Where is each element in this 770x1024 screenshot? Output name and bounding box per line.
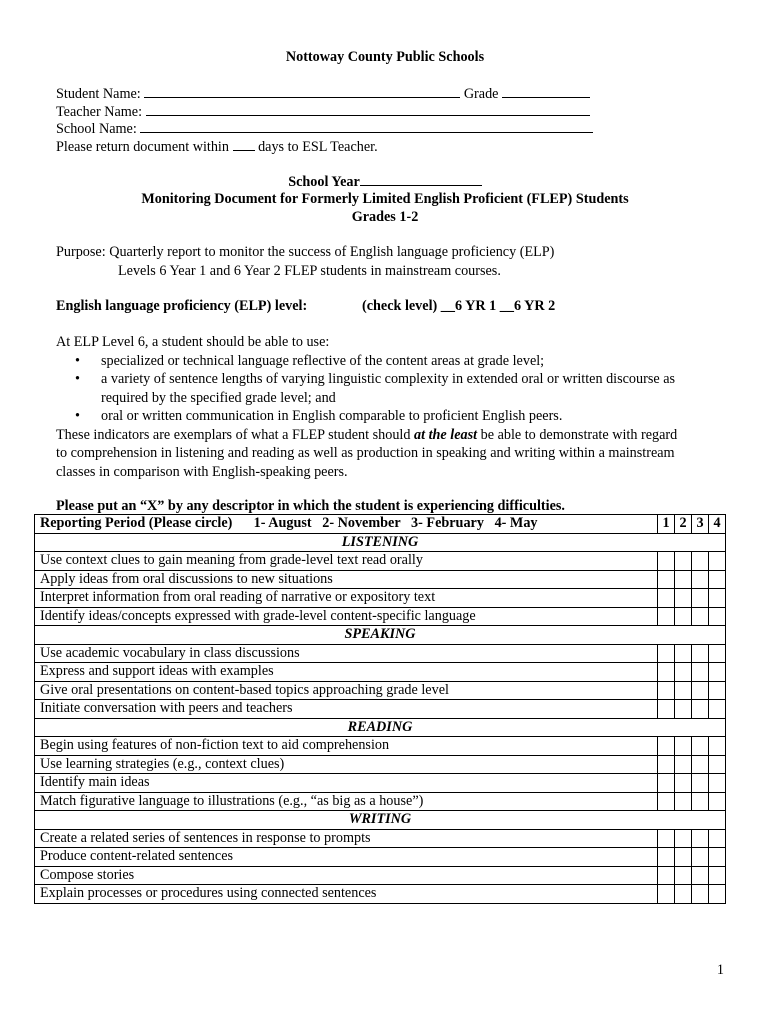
period-header-2: 2 — [675, 515, 692, 534]
intro-block — [56, 333, 726, 481]
intro-lead: At ELP Level 6, a student should be able to use: — [56, 334, 330, 350]
mark-cell-period-2[interactable] — [675, 737, 692, 756]
mark-cell-period-3[interactable] — [692, 755, 709, 774]
teacher-name-label: Teacher Name: — [56, 104, 143, 120]
grade-field[interactable] — [502, 84, 590, 98]
mark-cell-period-4[interactable] — [709, 774, 726, 793]
reporting-period-row — [35, 515, 726, 534]
table-row — [35, 700, 726, 719]
purpose-line-1: Purpose: Quarterly report to monitor the success of English language proficiency (ELP) — [56, 244, 555, 260]
descriptor-text: Use context clues to gain meaning from grade-level text read orally — [35, 552, 658, 571]
teacher-name-field[interactable] — [146, 102, 590, 116]
mark-cell-period-4[interactable] — [709, 644, 726, 663]
school-name-label: School Name: — [56, 121, 137, 137]
descriptor-text: Use learning strategies (e.g., context clues) — [35, 755, 658, 774]
bullet-icon: • — [75, 408, 80, 424]
descriptor-text: Express and support ideas with examples — [35, 663, 658, 682]
mark-cell-period-1[interactable] — [658, 755, 675, 774]
table-row — [35, 885, 726, 904]
section-heading: LISTENING — [35, 533, 726, 552]
descriptor-text: Identify ideas/concepts expressed with grade-level content-specific language — [35, 607, 658, 626]
student-name-line — [56, 84, 590, 103]
mark-cell-period-3[interactable] — [692, 607, 709, 626]
descriptor-text: Explain processes or procedures using connected sentences — [35, 885, 658, 904]
table-row — [35, 681, 726, 700]
mark-cell-period-2[interactable] — [675, 848, 692, 867]
mark-cell-period-3[interactable] — [692, 866, 709, 885]
mark-cell-period-2[interactable] — [675, 607, 692, 626]
school-year-label: School Year — [288, 174, 360, 190]
indicators-line-2: to comprehension in listening and reading as well as production in speaking and writing within a mainstream — [56, 445, 675, 461]
mark-cell-period-3[interactable] — [692, 552, 709, 571]
section-heading: READING — [35, 718, 726, 737]
descriptor-text: Apply ideas from oral discussions to new situations — [35, 570, 658, 589]
mark-cell-period-2[interactable] — [675, 589, 692, 608]
mark-cell-period-3[interactable] — [692, 885, 709, 904]
student-name-field[interactable] — [144, 84, 460, 98]
descriptor-text: Compose stories — [35, 866, 658, 885]
mark-cell-period-4[interactable] — [709, 755, 726, 774]
table-row — [35, 589, 726, 608]
school-name-line — [56, 119, 593, 138]
mark-cell-period-3[interactable] — [692, 644, 709, 663]
mark-cell-period-3[interactable] — [692, 681, 709, 700]
mark-cell-period-1[interactable] — [658, 848, 675, 867]
descriptor-text: Initiate conversation with peers and teachers — [35, 700, 658, 719]
elp-level-label: English language proficiency (ELP) level: — [56, 298, 308, 314]
reporting-period-label[interactable]: Reporting Period (Please circle) 1- August 2- November 3- February 4- May — [35, 515, 658, 534]
mark-cell-period-1[interactable] — [658, 829, 675, 848]
period-header-1: 1 — [658, 515, 675, 534]
bullet-icon: • — [75, 352, 80, 369]
indicators-line-1: These indicators are exemplars of what a FLEP student should at the least be able to demonstrate with regard — [56, 426, 678, 443]
mark-cell-period-1[interactable] — [658, 589, 675, 608]
main-title: Monitoring Document for Formerly Limited English Proficient (FLEP) Students — [141, 191, 629, 207]
school-name-field[interactable] — [140, 119, 593, 133]
table-row — [35, 774, 726, 793]
mark-cell-period-2[interactable] — [675, 552, 692, 571]
mark-cell-period-2[interactable] — [675, 644, 692, 663]
mark-cell-period-4[interactable] — [709, 607, 726, 626]
mark-cell-period-4[interactable] — [709, 885, 726, 904]
bullet-item: • specialized or technical language reflective of the content areas at grade level; — [75, 352, 545, 369]
descriptor-text: Give oral presentations on content-based topics approaching grade level — [35, 681, 658, 700]
section-heading: WRITING — [35, 811, 726, 830]
section-row-writing — [35, 811, 726, 830]
grade-label: Grade — [463, 86, 499, 102]
mark-cell-period-4[interactable] — [709, 663, 726, 682]
bullet-item: • a variety of sentence lengths of varying linguistic complexity in extended oral or written discourse as required by the specified grade level; and — [75, 371, 676, 406]
descriptor-text: Interpret information from oral reading of narrative or expository text — [35, 589, 658, 608]
mark-cell-period-1[interactable] — [658, 885, 675, 904]
mark-cell-period-2[interactable] — [675, 755, 692, 774]
return-suffix: days to ESL Teacher. — [258, 139, 378, 155]
mark-cell-period-4[interactable] — [709, 829, 726, 848]
table-row — [35, 755, 726, 774]
mark-cell-period-4[interactable] — [709, 589, 726, 608]
mark-cell-period-1[interactable] — [658, 644, 675, 663]
section-row-reading — [35, 718, 726, 737]
mark-cell-period-2[interactable] — [675, 663, 692, 682]
mark-cell-period-4[interactable] — [709, 570, 726, 589]
elp-level-check[interactable]: (check level) __6 YR 1 __6 YR 2 — [362, 298, 556, 314]
mark-cell-period-3[interactable] — [692, 792, 709, 811]
table-row — [35, 792, 726, 811]
descriptor-text: Match figurative language to illustrations (e.g., “as big as a house”) — [35, 792, 658, 811]
mark-cell-period-1[interactable] — [658, 700, 675, 719]
descriptor-text: Begin using features of non-fiction text to aid comprehension — [35, 737, 658, 756]
mark-cell-period-3[interactable] — [692, 700, 709, 719]
mark-cell-period-2[interactable] — [675, 792, 692, 811]
mark-cell-period-3[interactable] — [692, 848, 709, 867]
mark-cell-period-3[interactable] — [692, 570, 709, 589]
descriptor-text: Use academic vocabulary in class discussions — [35, 644, 658, 663]
mark-cell-period-1[interactable] — [658, 792, 675, 811]
section-row-listening — [35, 533, 726, 552]
mark-cell-period-1[interactable] — [658, 866, 675, 885]
mark-cell-period-3[interactable] — [692, 589, 709, 608]
org-title: Nottoway County Public Schools — [285, 49, 485, 65]
descriptor-text: Produce content-related sentences — [35, 848, 658, 867]
mark-cell-period-4[interactable] — [709, 792, 726, 811]
purpose-line-2: Levels 6 Year 1 and 6 Year 2 FLEP students in mainstream courses. — [118, 263, 501, 279]
section-row-speaking — [35, 626, 726, 645]
table-row — [35, 663, 726, 682]
mark-cell-period-3[interactable] — [692, 663, 709, 682]
instruction-text: Please put an “X” by any descriptor in which the student is experiencing difficulties. — [56, 498, 565, 514]
table-row — [35, 644, 726, 663]
school-year-field[interactable] — [360, 172, 482, 186]
return-prefix: Please return document within — [56, 139, 229, 155]
bullet-icon: • — [75, 371, 80, 387]
school-year-line — [0, 172, 770, 192]
page-number: 1 — [716, 962, 724, 978]
indicators-line-3: classes in comparison with English-speaking peers. — [56, 463, 348, 480]
grades-title: Grades 1-2 — [351, 209, 419, 225]
mark-cell-period-4[interactable] — [709, 866, 726, 885]
mark-cell-period-1[interactable] — [658, 681, 675, 700]
bullet-item: • oral or written communication in English comparable to proficient English peers. — [75, 408, 563, 424]
mark-cell-period-3[interactable] — [692, 737, 709, 756]
mark-cell-period-2[interactable] — [675, 866, 692, 885]
mark-cell-period-2[interactable] — [675, 700, 692, 719]
mark-cell-period-4[interactable] — [709, 681, 726, 700]
mark-cell-period-4[interactable] — [709, 700, 726, 719]
mark-cell-period-1[interactable] — [658, 552, 675, 571]
mark-cell-period-2[interactable] — [675, 829, 692, 848]
mark-cell-period-3[interactable] — [692, 829, 709, 848]
mark-cell-period-2[interactable] — [675, 570, 692, 589]
mark-cell-period-3[interactable] — [692, 774, 709, 793]
bullet-list — [56, 352, 726, 426]
period-header-3: 3 — [692, 515, 709, 534]
return-line — [56, 137, 378, 156]
descriptor-text: Identify main ideas — [35, 774, 658, 793]
return-days-field[interactable] — [233, 137, 255, 151]
mark-cell-period-2[interactable] — [675, 885, 692, 904]
mark-cell-period-1[interactable] — [658, 737, 675, 756]
mark-cell-period-1[interactable] — [658, 774, 675, 793]
section-heading: SPEAKING — [35, 626, 726, 645]
table-row — [35, 829, 726, 848]
table-row — [35, 607, 726, 626]
table-row — [35, 737, 726, 756]
student-name-label: Student Name: — [56, 86, 141, 102]
mark-cell-period-1[interactable] — [658, 607, 675, 626]
mark-cell-period-2[interactable] — [675, 774, 692, 793]
mark-cell-period-4[interactable] — [709, 848, 726, 867]
descriptor-text: Create a related series of sentences in response to prompts — [35, 829, 658, 848]
mark-cell-period-2[interactable] — [675, 681, 692, 700]
table-row — [35, 570, 726, 589]
mark-cell-period-4[interactable] — [709, 552, 726, 571]
table-row — [35, 848, 726, 867]
descriptor-table — [34, 514, 726, 904]
period-header-4: 4 — [709, 515, 726, 534]
mark-cell-period-1[interactable] — [658, 663, 675, 682]
table-row — [35, 552, 726, 571]
mark-cell-period-1[interactable] — [658, 570, 675, 589]
mark-cell-period-4[interactable] — [709, 737, 726, 756]
table-row — [35, 866, 726, 885]
